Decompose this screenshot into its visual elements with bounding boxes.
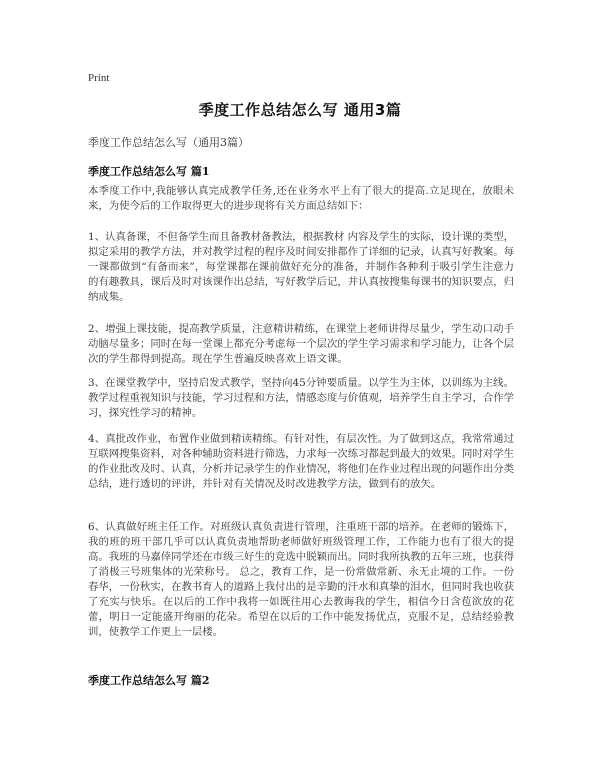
print-label[interactable]: Print (88, 72, 110, 84)
paragraph-item-2: 2、增强上课技能，提高教学质量，注意精讲精练，在课堂上老师讲得尽量少，学生动口动手动脑尽量多；同时在每一堂课上都充分考虑每一个层次的学生学习需求和学习能力，让各个层次的学生都得到提高。现在学生普遍反映喜欢上语文课。 (88, 323, 515, 365)
section-heading-2: 季度工作总结怎么写 篇2 (88, 674, 210, 687)
paragraph-item-4: 4、真批改作业，布置作业做到精读精练。有针对性，有层次性。为了做到这点，我常常通过互联网搜集资料，对各种辅助资料进行筛选，力求每一次练习都起到最大的效果。同时对学生的作业批改及时、认真，分析并记录学生的作业情况，将他们在作业过程出现的问题作出分类总结，进行透切的评讲，并针对有关情况及时改进教学方法，做到有的放矢。 (88, 433, 515, 490)
document-subtitle: 季度工作总结怎么写（通用3篇） (88, 136, 249, 149)
document-title: 季度工作总结怎么写 通用3篇 (198, 101, 402, 119)
paragraph-item-3: 3、在课堂教学中，坚持启发式教学，坚持向45分钟要质量。以学生为主体，以训练为主线。教学过程重视知识与技能，学习过程和方法，情感态度与价值观，培养学生自主学习，合作学习，探究性学习的精神。 (88, 377, 515, 419)
section-heading-1: 季度工作总结怎么写 篇1 (88, 165, 210, 178)
paragraph-item-6: 6、认真做好班主任工作。对班级认真负责进行管理，注重班干部的培养。在老师的锻炼下，我的班的班干部几乎可以认真负责地帮助老师做好班级管理工作，工作能力也有了很大的提高。我班的马嘉倖同学还在市级三好生的竞选中脱颖而出。同时我所执教的五年三班，也获得了消极三号班集体的光荣称号。 总之，教育工作，是一份常做常新、永无止境的工作。一份春华，一份秋实，在教书育人的道路上我付出的是辛勤的汗水和真挚的泪水，但同时我也收获了充实与快乐。在以后的工作中我将一如既往用心去教诲我的学生，相信今日含苞欲放的花蕾，明日一定能盛开绚丽的花朵。希望在以后的工作中能发扬优点，克服不足，总结经验教训，使教学工作更上一层楼。 (88, 521, 515, 638)
paragraph-item-1: 1、认真备课，不但备学生而且备教材备教法，根据教材 内容及学生的实际，设计课的类型，拟定采用的教学方法，并对教学过程的程序及时间安排都作了详细的记录，认真写好教案。每一课都做到“有备而来”，每堂课都在课前做好充分的准备，并制作各种利于吸引学生注意力的有趣教具，课后及时对该课作出总结，写好教学后记，并认真按搜集每课书的知识要点，归纳成集。 (88, 231, 515, 303)
paragraph-intro: 本季度工作中,我能够认真完成教学任务,还在业务水平上有了很大的提高.立足现在，放眼未来，为使今后的工作取得更大的进步现将有关方面总结如下： (88, 185, 514, 212)
